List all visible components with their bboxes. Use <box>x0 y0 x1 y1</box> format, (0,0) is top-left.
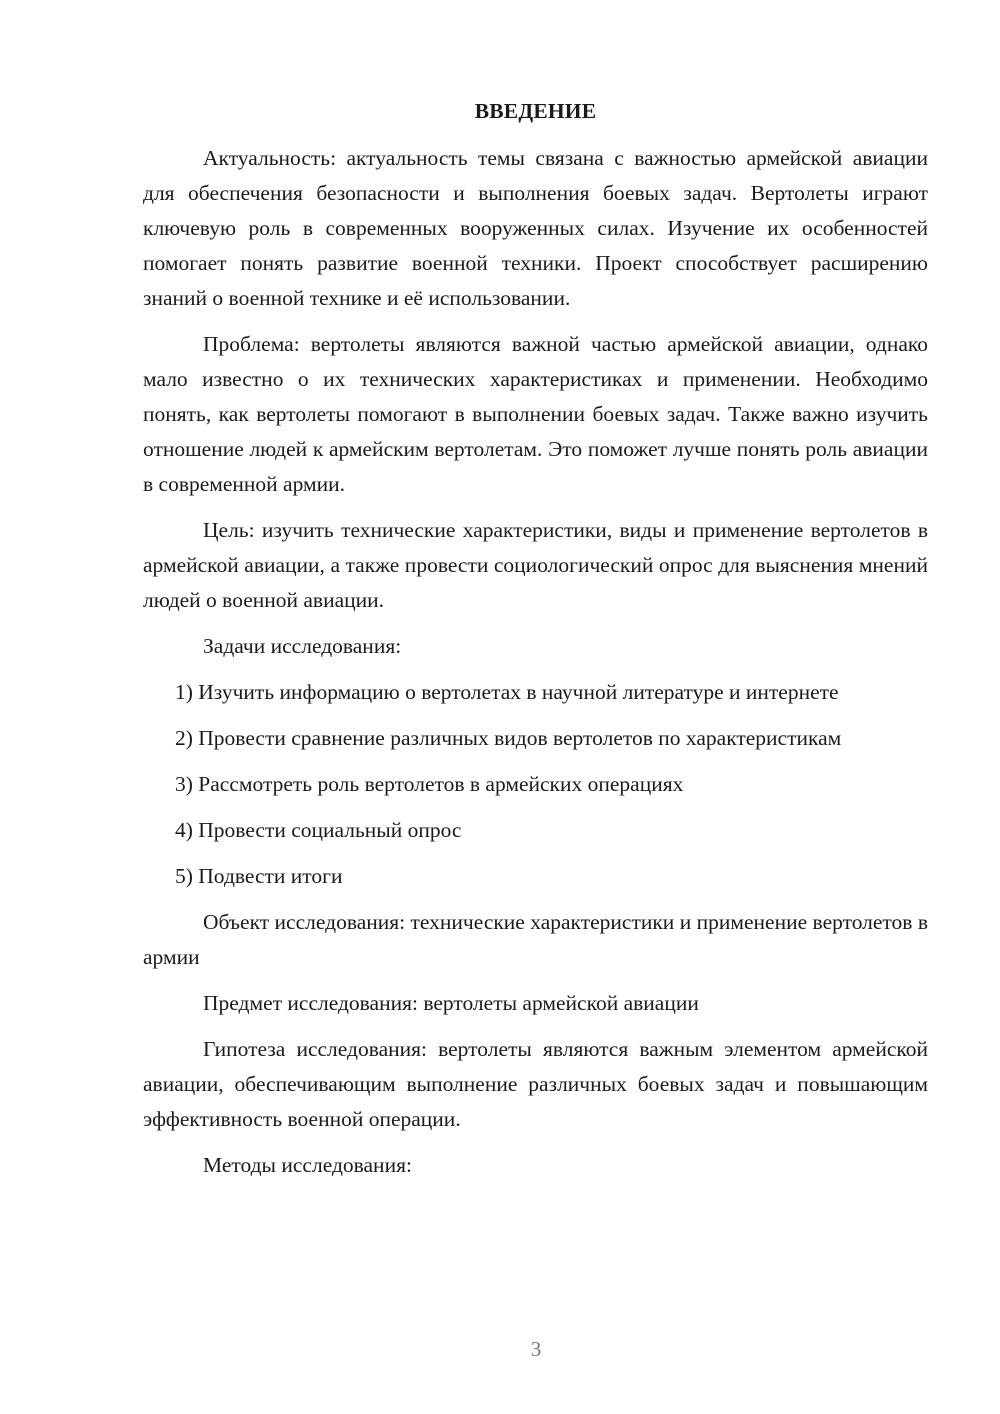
page-content <box>143 94 928 1194</box>
paragraph-subject: Предмет исследования: вертолеты армейской авиации <box>203 991 699 1015</box>
paragraph-tasks-heading: Задачи исследования: <box>203 634 402 658</box>
page-number: 3 <box>530 1337 542 1361</box>
task-item-5: 5) Подвести итоги <box>175 864 343 888</box>
paragraph-problem: Проблема: вертолеты являются важной частью армейской авиации, однако мало известно о их технических характеристиках и применении. Необходимо понять, как вертолеты помогают в выполнении боевых задач. Также важно изучить отношение людей к армейским вертолетам. Это поможет лучше понять роль авиации в современной армии. <box>143 332 928 496</box>
task-item-3: 3) Рассмотреть роль вертолетов в армейских операциях <box>175 772 684 796</box>
paragraph-object: Объект исследования: технические характеристики и применение вертолетов в армии <box>143 910 928 969</box>
paragraph-relevance: Актуальность: актуальность темы связана с важностью армейской авиации для обеспечения безопасности и выполнения боевых задач. Вертолеты играют ключевую роль в современных вооруженных силах. Изучение их особенностей помогает понять развитие военной техники. Проект способствует расширению знаний о военной технике и её использовании. <box>143 146 928 310</box>
paragraph-methods-heading: Методы исследования: <box>203 1153 412 1177</box>
paragraph-hypothesis: Гипотеза исследования: вертолеты являются важным элементом армейской авиации, обеспечивающим выполнение различных боевых задач и повышающим эффективность военной операции. <box>143 1037 928 1131</box>
paragraph-goal: Цель: изучить технические характеристики, виды и применение вертолетов в армейской авиации, а также провести социологический опрос для выяснения мнений людей о военной авиации. <box>143 518 928 612</box>
task-item-2: 2) Провести сравнение различных видов вертолетов по характеристикам <box>175 726 842 750</box>
task-item-4: 4) Провести социальный опрос <box>175 818 462 842</box>
page-title: ВВЕДЕНИЕ <box>474 99 597 123</box>
task-item-1: 1) Изучить информацию о вертолетах в научной литературе и интернете <box>175 680 839 704</box>
